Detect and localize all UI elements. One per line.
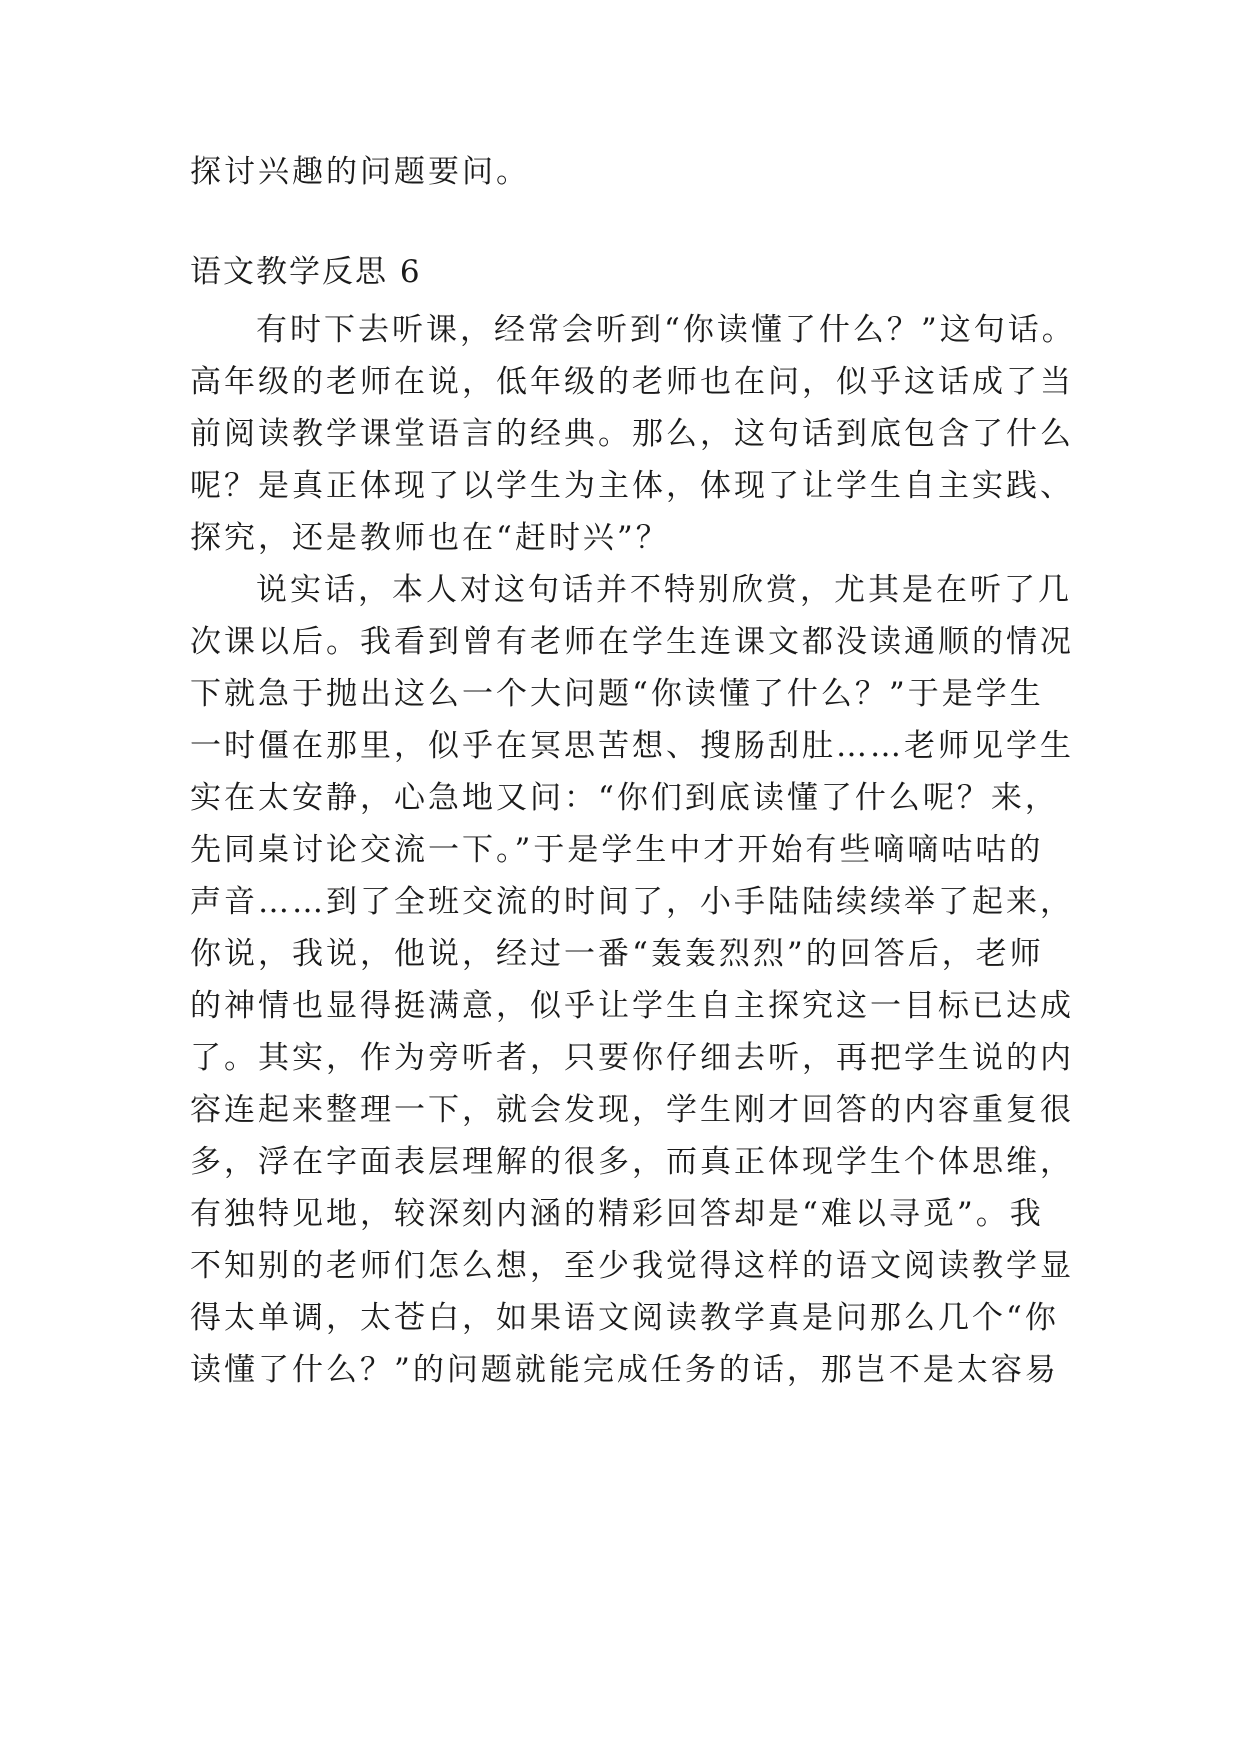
- paragraph-line: 实在太安静，心急地又问：“你们到底读懂了什么呢？来，: [190, 780, 1059, 816]
- paragraph-line: 得太单调，太苍白，如果语文阅读教学真是问那么几个“你: [190, 1300, 1059, 1336]
- paragraph-line: 探究，还是教师也在“赶时兴”？: [190, 520, 670, 556]
- paragraph-line: 下就急于抛出这么一个大问题“你读懂了什么？”于是学生: [190, 676, 1044, 712]
- paragraph-line: 次课以后。我看到曾有老师在学生连课文都没读通顺的情况: [190, 624, 1074, 660]
- paragraph-line: 容连起来整理一下，就会发现，学生刚才回答的内容重复很: [190, 1092, 1074, 1128]
- paragraph-line: 先同桌讨论交流一下。”于是学生中才开始有些嘀嘀咕咕的: [190, 832, 1044, 868]
- paragraph-line: 有时下去听课，经常会听到“你读懂了什么？”这句话。: [256, 312, 1076, 348]
- paragraph-line: 前阅读教学课堂语言的经典。那么，这句话到底包含了什么: [190, 416, 1074, 452]
- paragraph-line: 声音……到了全班交流的时间了，小手陆陆续续举了起来，: [190, 884, 1074, 920]
- paragraph-line: 呢？是真正体现了以学生为主体，体现了让学生自主实践、: [190, 468, 1074, 504]
- paragraph-line: 说实话，本人对这句话并不特别欣赏，尤其是在听了几: [256, 572, 1072, 608]
- paragraph-line: 多，浮在字面表层理解的很多，而真正体现学生个体思维，: [190, 1144, 1074, 1180]
- paragraph-line: 了。其实，作为旁听者，只要你仔细去听，再把学生说的内: [190, 1040, 1074, 1076]
- paragraph-line: 有独特见地，较深刻内涵的精彩回答却是“难以寻觅”。我: [190, 1196, 1044, 1232]
- paragraph-line: 高年级的老师在说，低年级的老师也在问，似乎这话成了当: [190, 364, 1074, 400]
- paragraph-line: 你说，我说，他说，经过一番“轰轰烈烈”的回答后，老师: [190, 936, 1044, 972]
- section-title: 语文教学反思 6: [190, 254, 422, 290]
- paragraph-line: 读懂了什么？”的问题就能完成任务的话，那岂不是太容易: [190, 1352, 1059, 1388]
- paragraph-line: 不知别的老师们怎么想，至少我觉得这样的语文阅读教学显: [190, 1248, 1074, 1284]
- fragment-line: 探讨兴趣的问题要问。: [190, 154, 530, 190]
- paragraph-line: 一时僵在那里，似乎在冥思苦想、搜肠刮肚……老师见学生: [190, 728, 1074, 764]
- paragraph-line: 的神情也显得挺满意，似乎让学生自主探究这一目标已达成: [190, 988, 1074, 1024]
